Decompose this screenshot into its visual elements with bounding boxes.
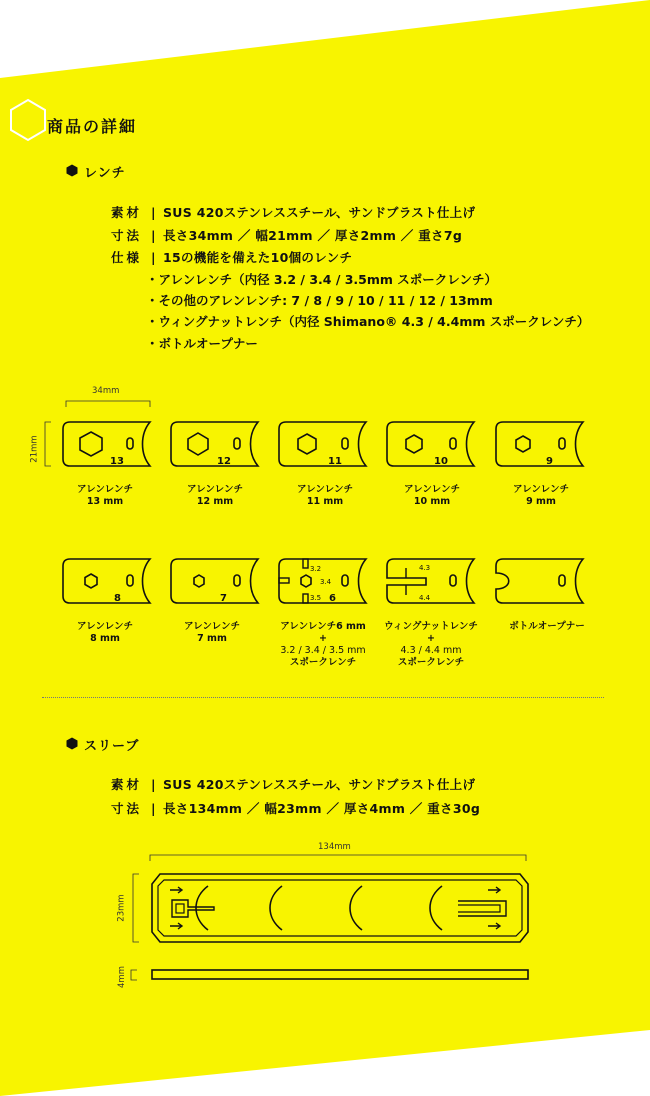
wrench-number: 10	[434, 456, 448, 467]
section-title: 商品の詳細	[47, 117, 138, 136]
spoke-size-label: 3.2	[310, 565, 322, 573]
sleeve-drawing	[148, 870, 532, 946]
width-dimension-line	[64, 398, 154, 408]
wrench-icon-11	[276, 418, 376, 474]
wrench-number: 11	[328, 456, 342, 467]
wrench-number: 12	[217, 456, 231, 467]
wrench-caption: アレンレンチ 12 mm	[187, 484, 243, 507]
wrench-caption: ウィングナットレンチ + 4.3 / 4.4 mm スポークレンチ	[384, 621, 478, 668]
wrench-number: 8	[114, 593, 121, 604]
feature-bullet: ・アレンレンチ（内径 3.2 / 3.4 / 3.5mm スポークレンチ）	[146, 272, 497, 287]
spoke-size-label: 4.3	[419, 564, 431, 572]
wrench-caption: アレンレンチ 10 mm	[404, 484, 460, 507]
sleeve-length-label: 134mm	[318, 842, 351, 852]
wrench-caption: アレンレンチ 8 mm	[77, 621, 133, 644]
wrench-caption: アレンレンチ 9 mm	[513, 484, 569, 507]
sleeve-spec-dimensions: 寸法 | 長さ134mm ／ 幅23mm ／ 厚さ4mm ／ 重さ30g	[111, 801, 481, 816]
wrench-spec-material: 素材 | SUS 420ステンレススチール、サンドブラスト仕上げ	[111, 205, 476, 220]
sleeve-heading: スリーブ	[84, 739, 140, 754]
height-dimension-line	[42, 420, 52, 470]
wrench-caption: ボトルオープナー	[509, 621, 585, 632]
wrench-number: 13	[110, 456, 124, 467]
wrench-width-label: 34mm	[92, 386, 120, 396]
hexagon-outline-icon	[8, 98, 48, 142]
wrench-caption: アレンレンチ6 mm + 3.2 / 3.4 / 3.5 mm スポークレンチ	[280, 621, 366, 668]
feature-bullet: ・ボトルオープナー	[146, 336, 258, 351]
wrench-number: 7	[220, 593, 227, 604]
wrench-caption: アレンレンチ 13 mm	[77, 484, 133, 507]
wrench-caption: アレンレンチ 7 mm	[184, 621, 240, 644]
feature-bullet: ・その他のアレンレンチ: 7 / 8 / 9 / 10 / 11 / 12 / 13mm	[146, 293, 493, 308]
bottle-opener-icon	[493, 555, 593, 611]
spoke-size-label: 3.5	[310, 594, 322, 602]
wrench-heading: レンチ	[84, 166, 126, 181]
hexagon-bullet-icon	[66, 164, 78, 177]
sleeve-side-view	[148, 967, 532, 983]
wrench-height-label: 21mm	[29, 435, 40, 463]
sleeve-thickness-label: 4mm	[116, 966, 127, 988]
wing-nut-wrench-icon	[384, 555, 484, 611]
section-divider	[42, 697, 604, 698]
width-dimension-line	[130, 872, 140, 946]
spoke-size-label: 4.4	[419, 594, 431, 602]
spoke-size-label: 3.4	[320, 578, 332, 586]
feature-bullet: ・ウィングナットレンチ（内径 Shimano® 4.3 / 4.4mm スポークレンチ）	[146, 314, 590, 329]
wrench-icon-7	[168, 555, 268, 611]
wrench-number: 6	[329, 593, 336, 604]
wrench-caption: アレンレンチ 11 mm	[297, 484, 353, 507]
sleeve-spec-material: 素材 | SUS 420ステンレススチール、サンドブラスト仕上げ	[111, 777, 476, 792]
wrench-icon-9	[493, 418, 593, 474]
wrench-number: 9	[546, 456, 553, 467]
sleeve-width-label: 23mm	[116, 894, 127, 922]
thickness-dimension-line	[128, 968, 138, 984]
wrench-icon-8	[60, 555, 160, 611]
wrench-spec-features: 仕様 | 15の機能を備えた10個のレンチ	[111, 250, 353, 265]
wrench-spec-dimensions: 寸法 | 長さ34mm ／ 幅21mm ／ 厚さ2mm ／ 重さ7g	[111, 228, 463, 243]
hexagon-bullet-icon	[66, 737, 78, 750]
length-dimension-line	[148, 852, 530, 862]
